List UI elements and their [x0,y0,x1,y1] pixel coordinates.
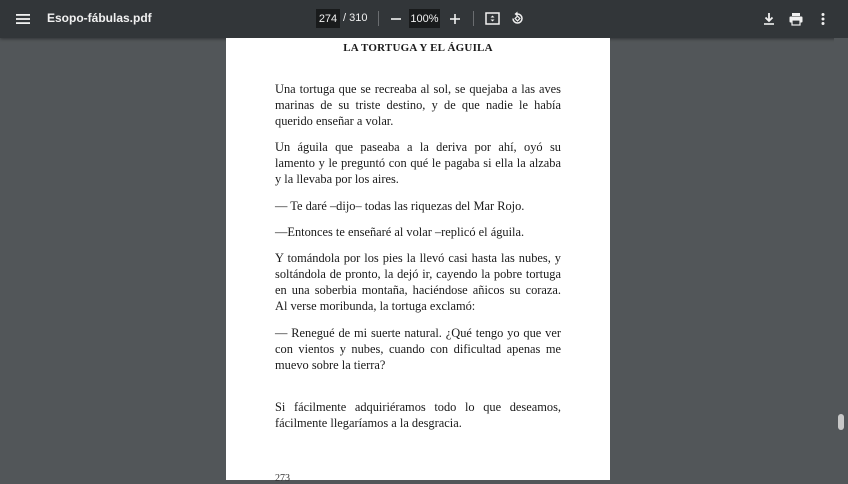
toolbar-divider [378,11,379,26]
paragraph: — Te daré –dijo– todas las riquezas del Mar Rojo. [275,199,525,213]
moral-paragraph: Si fácilmente adquiriéramos todo lo que deseamos, fácilmente llegaríamos a la desgracia. [275,400,561,430]
zoom-in-button[interactable] [447,9,463,29]
download-icon [760,10,778,28]
scrollbar-thumb[interactable] [838,414,844,430]
print-icon [787,10,805,28]
rotate-button[interactable] [509,10,526,27]
paragraph: Y tomándola por los pies la llevó casi hasta las nubes, y soltándola de pronto, la dejó ir, cayendo la pobre tortuga en una soberbia montaña, haciéndose añicos su coraza. Al verse moribunda, la tortuga exclamó: [275,251,561,313]
download-button[interactable] [760,10,778,28]
more-actions-button[interactable] [814,10,832,28]
zoom-level-input[interactable] [409,9,440,28]
plus-icon [447,9,463,29]
minus-icon [388,9,404,29]
paragraph: — Renegué de mi suerte natural. ¿Qué tengo yo que ver con vientos y nubes, cuando con dificultad apenas me muevo sobre la tierra? [275,326,561,372]
hamburger-menu-icon[interactable] [14,10,32,28]
pdf-toolbar [0,0,848,38]
rotate-counterclockwise-icon [509,10,526,27]
pdf-page [226,38,610,484]
paragraph: —Entonces te enseñaré al volar –replicó el águila. [275,225,525,239]
fit-page-icon [484,10,501,27]
paragraph: Una tortuga que se recreaba al sol, se quejaba a las aves marinas de su triste destino, y de que nadie le había querido enseñar a volar. [275,82,561,128]
print-button[interactable] [787,10,805,28]
page-number: 273 [275,473,290,484]
page-count-label: / 310 [343,12,368,24]
zoom-out-button[interactable] [388,9,404,29]
more-vertical-icon [814,10,832,28]
fit-to-page-button[interactable] [484,10,501,27]
page-heading: LA TORTUGA Y EL ÁGUILA [343,42,493,54]
file-name-title: Esopo-fábulas.pdf [47,11,152,25]
page-number-input[interactable] [316,9,340,28]
toolbar-divider [473,11,474,26]
paragraph: Un águila que paseaba a la deriva por ahí, oyó su lamento y le preguntó con qué le pagaba si ella la alzaba y la llevaba por los aires. [275,140,561,186]
